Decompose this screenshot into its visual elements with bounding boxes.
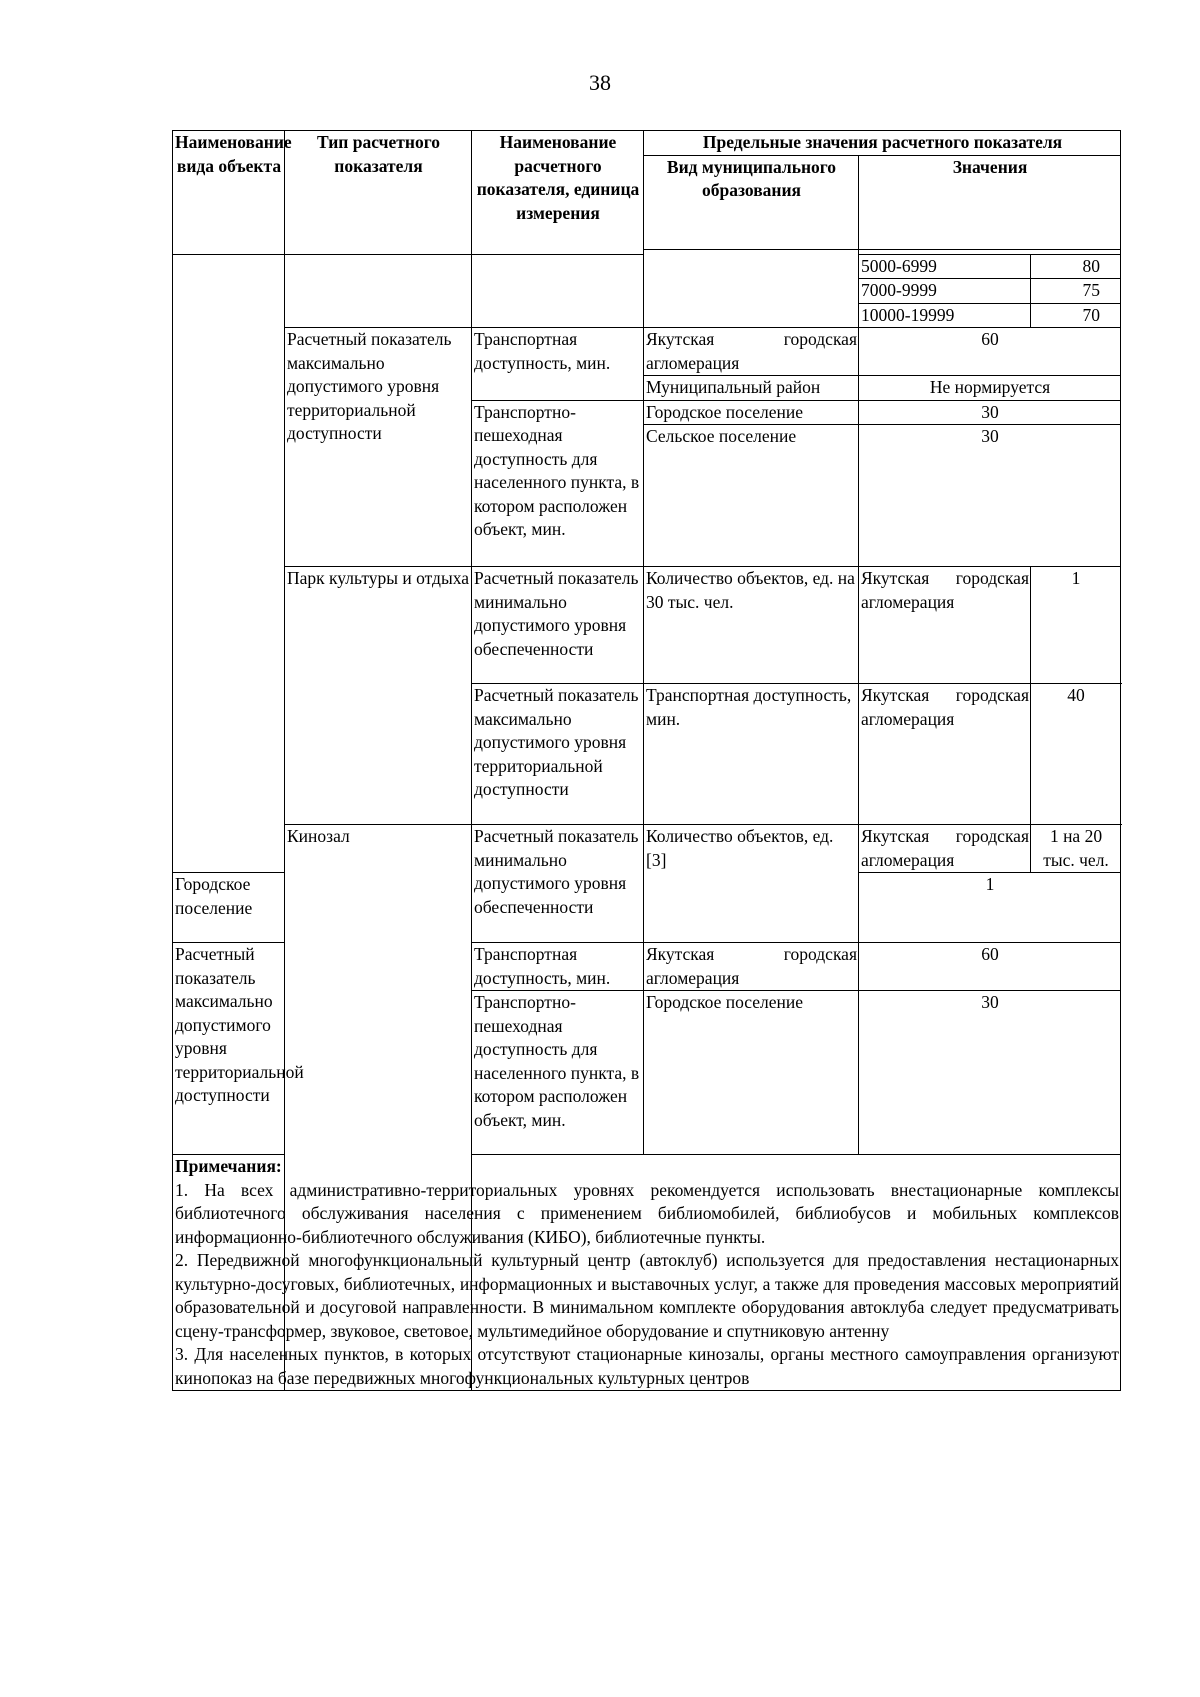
header-object-type: Наименование вида объекта: [173, 131, 285, 255]
indicator-value: 1 на 20 тыс. чел.: [1031, 825, 1121, 873]
range-cell: 7000-9999: [859, 279, 1031, 304]
indicator-value: 1: [859, 873, 1121, 943]
indicator-name: Количество объектов, ед. на 30 тыс. чел.: [644, 567, 859, 684]
indicator-type: Расчетный показатель минимально допустимого уровня обеспеченности: [472, 567, 644, 684]
indicator-name: Транспортная доступность, мин.: [644, 684, 859, 825]
indicator-name: Транспортно-пешеходная доступность для населенного пункта, в котором расположен объект, мин.: [472, 400, 644, 567]
indicator-value: 30: [859, 991, 1121, 1155]
indicator-type: Расчетный показатель максимально допустимого уровня территориальной доступности: [173, 943, 285, 1155]
municipality-type: Якутская городская агломерация: [859, 684, 1031, 825]
indicator-name: Транспортная доступность, мин.: [472, 328, 644, 401]
range-value: 75: [1031, 279, 1121, 304]
empty-cell: [472, 254, 644, 328]
municipality-type: Якутская городская агломерация: [859, 825, 1031, 873]
range-value: 70: [1031, 303, 1121, 328]
object-name: Парк культуры и отдыха: [285, 567, 472, 825]
indicator-name: Транспортная доступность, мин.: [472, 943, 644, 991]
note-item: 1. На всех административно-территориальных уровнях рекомендуется использовать внестационарные комплексы библиотечного обслуживания населения с применением библиомобилей, библиобусов и мобильных комплексов информационно-библиотечного обслуживания (КИБО), библиотечные пункты.: [175, 1179, 1120, 1247]
table-row: [173, 328, 1121, 376]
indicator-name: Транспортно-пешеходная доступность для населенного пункта, в котором расположен объект, мин.: [472, 991, 644, 1155]
indicator-value: 30: [859, 400, 1121, 425]
header-limit-values: Предельные значения расчетного показателя: [644, 131, 1121, 156]
header-indicator-name: Наименование расчетного показателя, единица измерения: [472, 131, 644, 255]
indicator-type: Расчетный показатель минимально допустимого уровня обеспеченности: [472, 825, 644, 943]
indicator-value: 30: [859, 425, 1121, 567]
object-name-continued: [173, 254, 285, 873]
table-row: [173, 567, 1121, 684]
municipality-type: Сельское поселение: [644, 425, 859, 567]
notes-cell: [173, 1155, 1121, 1391]
header-values: Значения: [859, 155, 1121, 249]
empty-cell: [285, 254, 472, 328]
indicator-value: 60: [859, 328, 1121, 376]
indicator-type: Расчетный показатель максимально допустимого уровня территориальной доступности: [285, 328, 472, 567]
municipality-type: Якутская городская агломерация: [644, 943, 859, 991]
range-cell: 5000-6999: [859, 254, 1031, 279]
range-value: 80: [1031, 254, 1121, 279]
notes-row: [173, 1155, 1121, 1391]
indicator-name: Количество объектов, ед. [3]: [644, 825, 859, 943]
municipality-type: Якутская городская агломерация: [644, 328, 859, 376]
header-row: [173, 131, 1121, 156]
indicators-table: [172, 130, 1121, 1391]
table-row: [173, 825, 1121, 873]
indicator-value: 40: [1031, 684, 1121, 825]
empty-cell: [644, 249, 859, 328]
municipality-type: Городское поселение: [644, 400, 859, 425]
municipality-type: Городское поселение: [173, 873, 285, 943]
header-indicator-type: Тип расчетного показателя: [285, 131, 472, 255]
municipality-type: Городское поселение: [644, 991, 859, 1155]
municipality-type: Якутская городская агломерация: [859, 567, 1031, 684]
header-municipality-type: Вид муниципального образования: [644, 155, 859, 249]
indicator-value: 60: [859, 943, 1121, 991]
indicator-value: Не нормируется: [859, 376, 1121, 401]
indicator-type: Расчетный показатель максимально допустимого уровня территориальной доступности: [472, 684, 644, 825]
note-item: 3. Для населенных пунктов, в которых отсутствуют стационарные кинозалы, органы местного самоуправления организуют кинопоказ на базе передвижных многофункциональных культурных центров: [175, 1344, 1120, 1388]
note-item: 2. Передвижной многофункциональный культурный центр (автоклуб) используется для предоставления нестационарных культурно-досуговых, библиотечных, информационных и выставочных услуг, а также для проведения массовых мероприятий образовательной и досуговой направленности. В минимальном комплекте оборудования автоклуба следует предусматривать сцену-трансформер, звуковое, световое, мультимедийное оборудование и спутниковую антенну: [175, 1250, 1120, 1341]
municipality-type: Муниципальный район: [644, 376, 859, 401]
notes-title: Примечания:: [175, 1156, 282, 1176]
page-number: 38: [589, 70, 611, 95]
range-cell: 10000-19999: [859, 303, 1031, 328]
indicator-value: 1: [1031, 567, 1121, 684]
object-name: Кинозал: [285, 825, 472, 1391]
